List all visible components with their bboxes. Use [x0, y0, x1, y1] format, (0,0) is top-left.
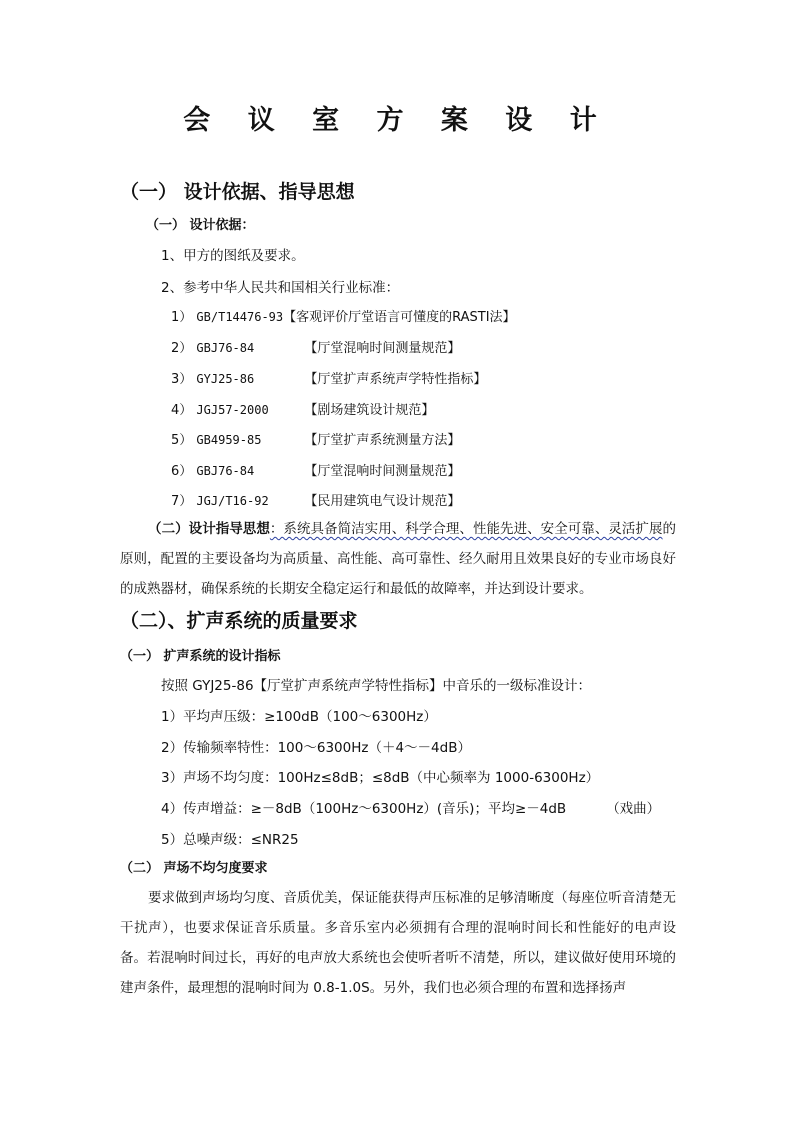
- standard-num: 7）: [171, 494, 193, 509]
- standard-row: [171, 460, 460, 479]
- requirement-item: 1、甲方的图纸及要求。: [161, 248, 305, 264]
- standard-num: 5）: [171, 433, 193, 448]
- standard-name: 【厅堂扩声系统测量方法】: [304, 433, 461, 448]
- standard-row: [171, 490, 460, 509]
- standard-num: 6）: [171, 464, 193, 479]
- standard-row: [171, 429, 460, 448]
- standard-name: 【客观评价厅堂语言可懂度的RASTI法】: [283, 310, 516, 325]
- spec-item-text: 4）传声增益：≥－8dB（100Hz～6300Hz）(音乐)；平均≥－4dB: [161, 801, 567, 817]
- section-1-heading: （一） 设计依据、指导思想: [120, 181, 355, 203]
- page-title: 会 议 室 方 案 设 计: [183, 105, 611, 136]
- requirement-item: 2、参考中华人民共和国相关行业标准：: [161, 280, 400, 296]
- design-spec-intro: 按照 GYJ25-86【厅堂扩声系统声学特性指标】中音乐的一级标准设计：: [161, 678, 592, 694]
- section-2-sub1-heading: （一） 扩声系统的设计指标: [120, 649, 281, 664]
- standard-num: 1）: [171, 310, 193, 325]
- design-philosophy-body: 的原则，配置的主要设备均为高质量、高性能、高可靠性、经久耐用且效果良好的专业市场良好的成熟器材，确保系统的长期安全稳定运行和最低的故障率，并达到设计要求。: [120, 521, 677, 597]
- spec-item: [161, 797, 660, 817]
- section-2-sub2-heading: （二） 声场不均匀度要求: [120, 861, 268, 876]
- standard-name: 【厅堂混响时间测量规范】: [304, 341, 461, 356]
- standard-num: 4）: [171, 403, 193, 418]
- standard-code: GYJ25-86: [196, 372, 255, 386]
- standard-name: 【厅堂扩声系统声学特性指标】: [304, 372, 487, 387]
- spec-item: 1）平均声压级：≥100dB（100～6300Hz）: [161, 709, 437, 725]
- sound-field-paragraph: 要求做到声场均匀度、音质优美，保证能获得声压标准的足够清晰度（每座位听音清楚无干扰声），也要求保证音乐质量。多音乐室内必须拥有合理的混响时间长和性能好的电声设备。若混响时间过长，再好的电声放大系统也会使听者听不清楚，所以，建议做好使用环境的建声条件，最理想的混响时间为 0.8-1.0S。另外，我们也必须合理的布置和选择扬声: [120, 890, 676, 996]
- spec-item: 5）总噪声级：≤NR25: [161, 832, 299, 848]
- standard-row: [171, 306, 516, 325]
- standard-row: [171, 399, 434, 418]
- standard-num: 3）: [171, 372, 193, 387]
- standard-row: [171, 337, 460, 356]
- standard-code: GB4959-85: [196, 433, 262, 447]
- standard-code: JGJ/T16-92: [196, 494, 269, 508]
- design-philosophy-lead: ：系统具备简洁实用、科学合理、性能先进、安全可靠、灵活扩展: [269, 521, 663, 537]
- standard-name: 【民用建筑电气设计规范】: [304, 494, 461, 509]
- standard-code: GBJ76-84: [196, 341, 255, 355]
- standard-code: GB/T14476-93: [196, 310, 284, 324]
- standard-num: 2）: [171, 341, 193, 356]
- standard-row: [171, 368, 486, 387]
- standard-name: 【剧场建筑设计规范】: [304, 403, 435, 418]
- spec-item-tail: （戏曲）: [606, 801, 661, 817]
- spec-item: 3）声场不均匀度：100Hz≤8dB；≤8dB（中心频率为 1000-6300Hz）: [161, 770, 600, 786]
- standard-code: JGJ57-2000: [196, 403, 269, 417]
- design-philosophy-paragraph: [120, 514, 676, 604]
- section-2-heading: （二）、扩声系统的质量要求: [120, 610, 358, 632]
- design-philosophy-heading: （二）设计指导思想: [148, 521, 270, 537]
- section-1-sub1-heading: （一） 设计依据：: [146, 218, 255, 233]
- standard-name: 【厅堂混响时间测量规范】: [304, 464, 461, 479]
- standard-code: GBJ76-84: [196, 464, 255, 478]
- spec-item: 2）传输频率特性：100～6300Hz（＋4～－4dB）: [161, 740, 471, 756]
